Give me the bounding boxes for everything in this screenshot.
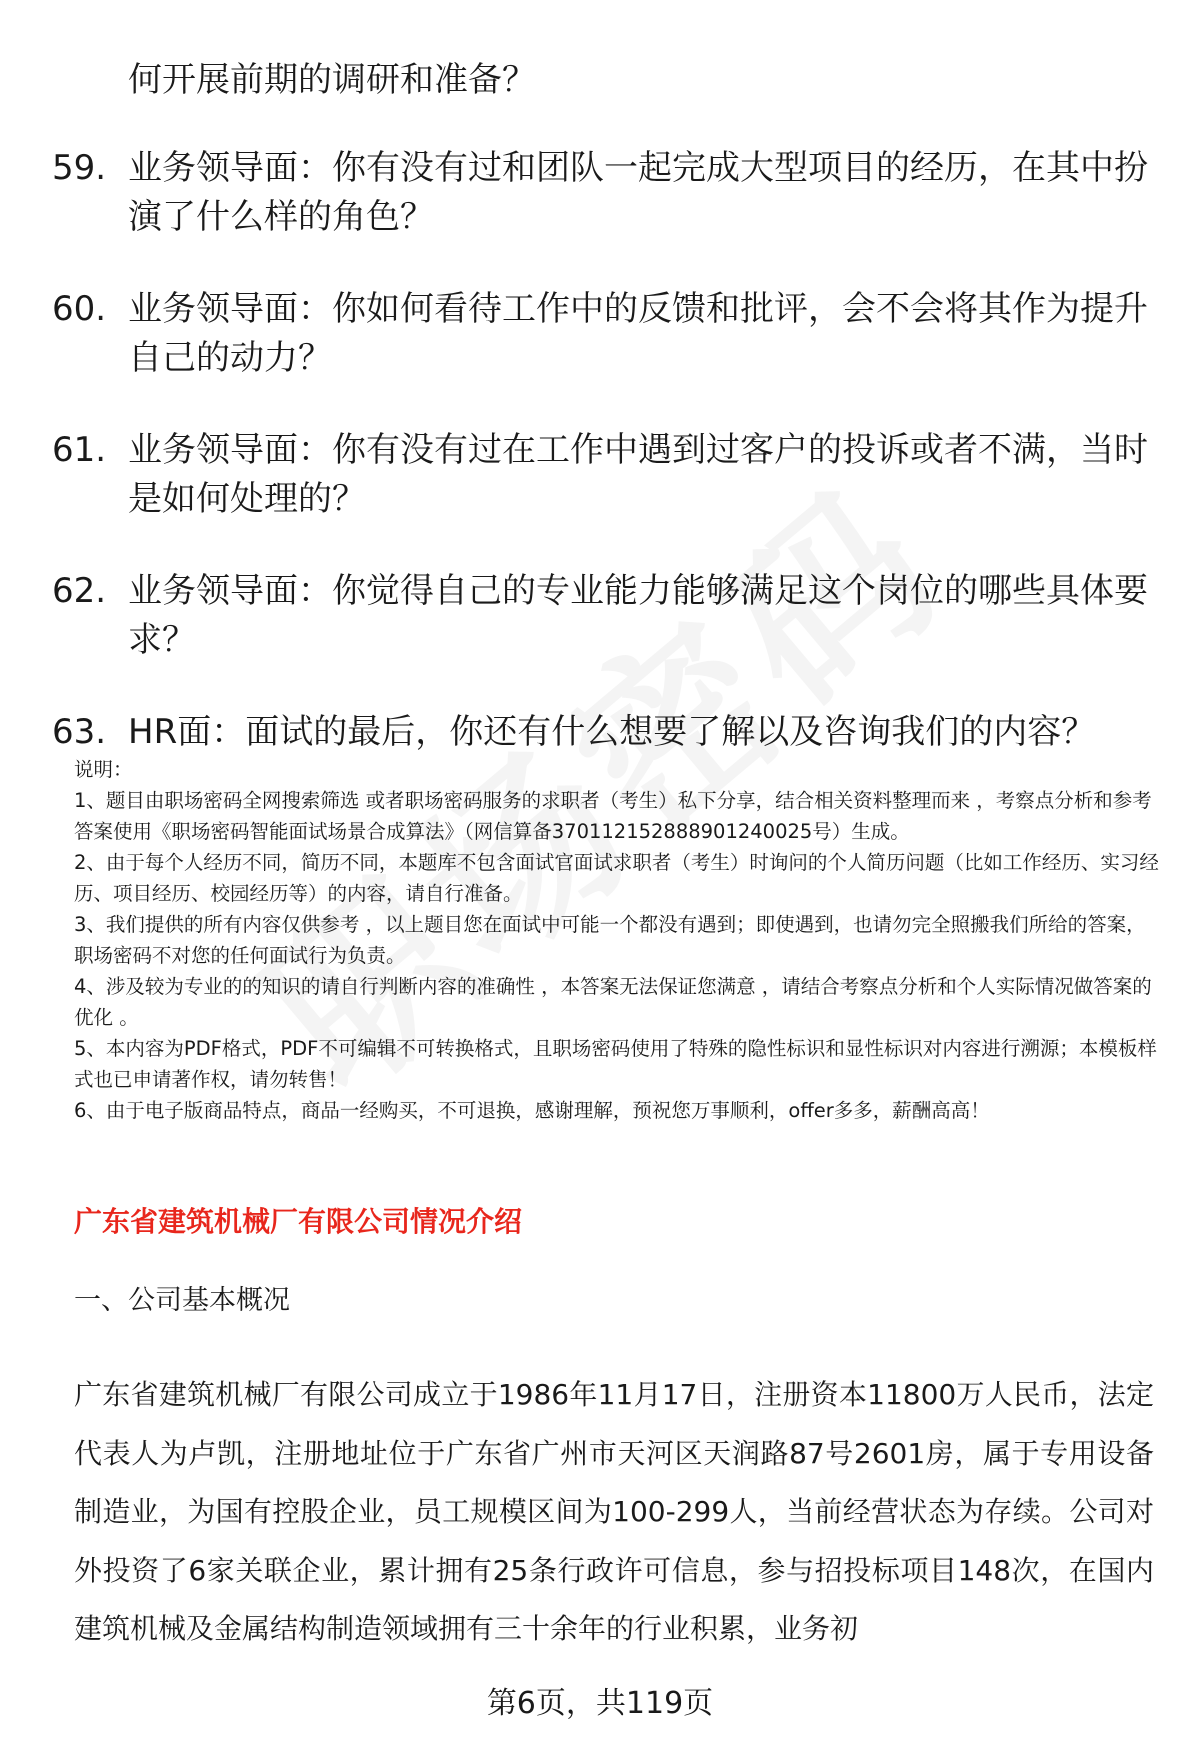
question-continuation: 何开展前期的调研和准备？ (128, 60, 536, 100)
notes-heading: 说明： (74, 758, 133, 781)
note-item: 6、由于电子版商品特点，商品一经购买，不可退换，感谢理解，预祝您万事顺利，offer多多，薪酬高高！ (74, 1099, 990, 1122)
question-text: 业务领导面：你有没有过在工作中遇到过客户的投诉或者不满，当时是如何处理的？ (128, 430, 1148, 519)
question-text: 业务领导面：你有没有过和团队一起完成大型项目的经历，在其中扮演了什么样的角色？ (128, 148, 1148, 237)
question-number: 62. (52, 571, 107, 611)
question-number: 61. (52, 430, 107, 470)
question-number: 59. (52, 148, 107, 188)
question-list (52, 144, 1152, 800)
subheading: 一、公司基本概况 (74, 1285, 290, 1316)
note-item: 2、由于每个人经历不同，简历不同，本题库不包含面试官面试求职者（考生）时询问的个人简历问题（比如工作经历、实习经历、项目经历、校园经历等）的内容，请自行准备。 (74, 851, 1159, 905)
question-text: 业务领导面：你觉得自己的专业能力能够满足这个岗位的哪些具体要求？ (128, 571, 1148, 660)
section-title: 广东省建筑机械厂有限公司情况介绍 (74, 1205, 523, 1238)
company-overview-paragraph: 广东省建筑机械厂有限公司成立于1986年11月17日，注册资本11800万人民币，法定代表人为卢凯，注册地址位于广东省广州市天河区天润路87号2601房，属于专用设备制造业，为国有控股企业，员工规模区间为100-299人，当前经营状态为存续。公司对外投资了6家关联企业，累计拥有25条行政许可信息，参与招投标项目148次，在国内建筑机械及金属结构制造领域拥有三十余年的行业积累，业务初 (74, 1378, 1154, 1645)
question-item (52, 285, 1152, 383)
note-item: 3、我们提供的所有内容仅供参考 ，以上题目您在面试中可能一个都没有遇到；即使遇到，也请勿完全照搬我们所给的答案，职场密码不对您的任何面试行为负责。 (74, 913, 1146, 967)
note-item: 1、题目由职场密码全网搜索筛选 或者职场密码服务的求职者（考生）私下分享，结合相关资料整理而来 ，考察点分析和参考答案使用《职场密码智能面试场景合成算法》（网信算备370112152888901240025号）生成。 (74, 789, 1152, 843)
question-number: 63. (52, 712, 107, 752)
question-item (52, 567, 1152, 665)
question-item (52, 708, 1152, 757)
page-footer: 第6页，共119页 (486, 1686, 714, 1721)
question-item (52, 144, 1152, 242)
note-item: 4、涉及较为专业的的知识的请自行判断内容的准确性 ，本答案无法保证您满意 ，请结合考察点分析和个人实际情况做答案的优化 。 (74, 975, 1152, 1029)
question-number: 60. (52, 289, 107, 329)
question-text: HR面：面试的最后，你还有什么想要了解以及咨询我们的内容？ (128, 712, 1096, 752)
question-text: 业务领导面：你如何看待工作中的反馈和批评，会不会将其作为提升自己的动力？ (128, 289, 1148, 378)
notes-section (74, 754, 1160, 1126)
question-item (52, 426, 1152, 524)
note-item: 5、本内容为PDF格式，PDF不可编辑不可转换格式，且职场密码使用了特殊的隐性标识和显性标识对内容进行溯源；本模板样式也已申请著作权，请勿转售！ (74, 1037, 1157, 1091)
